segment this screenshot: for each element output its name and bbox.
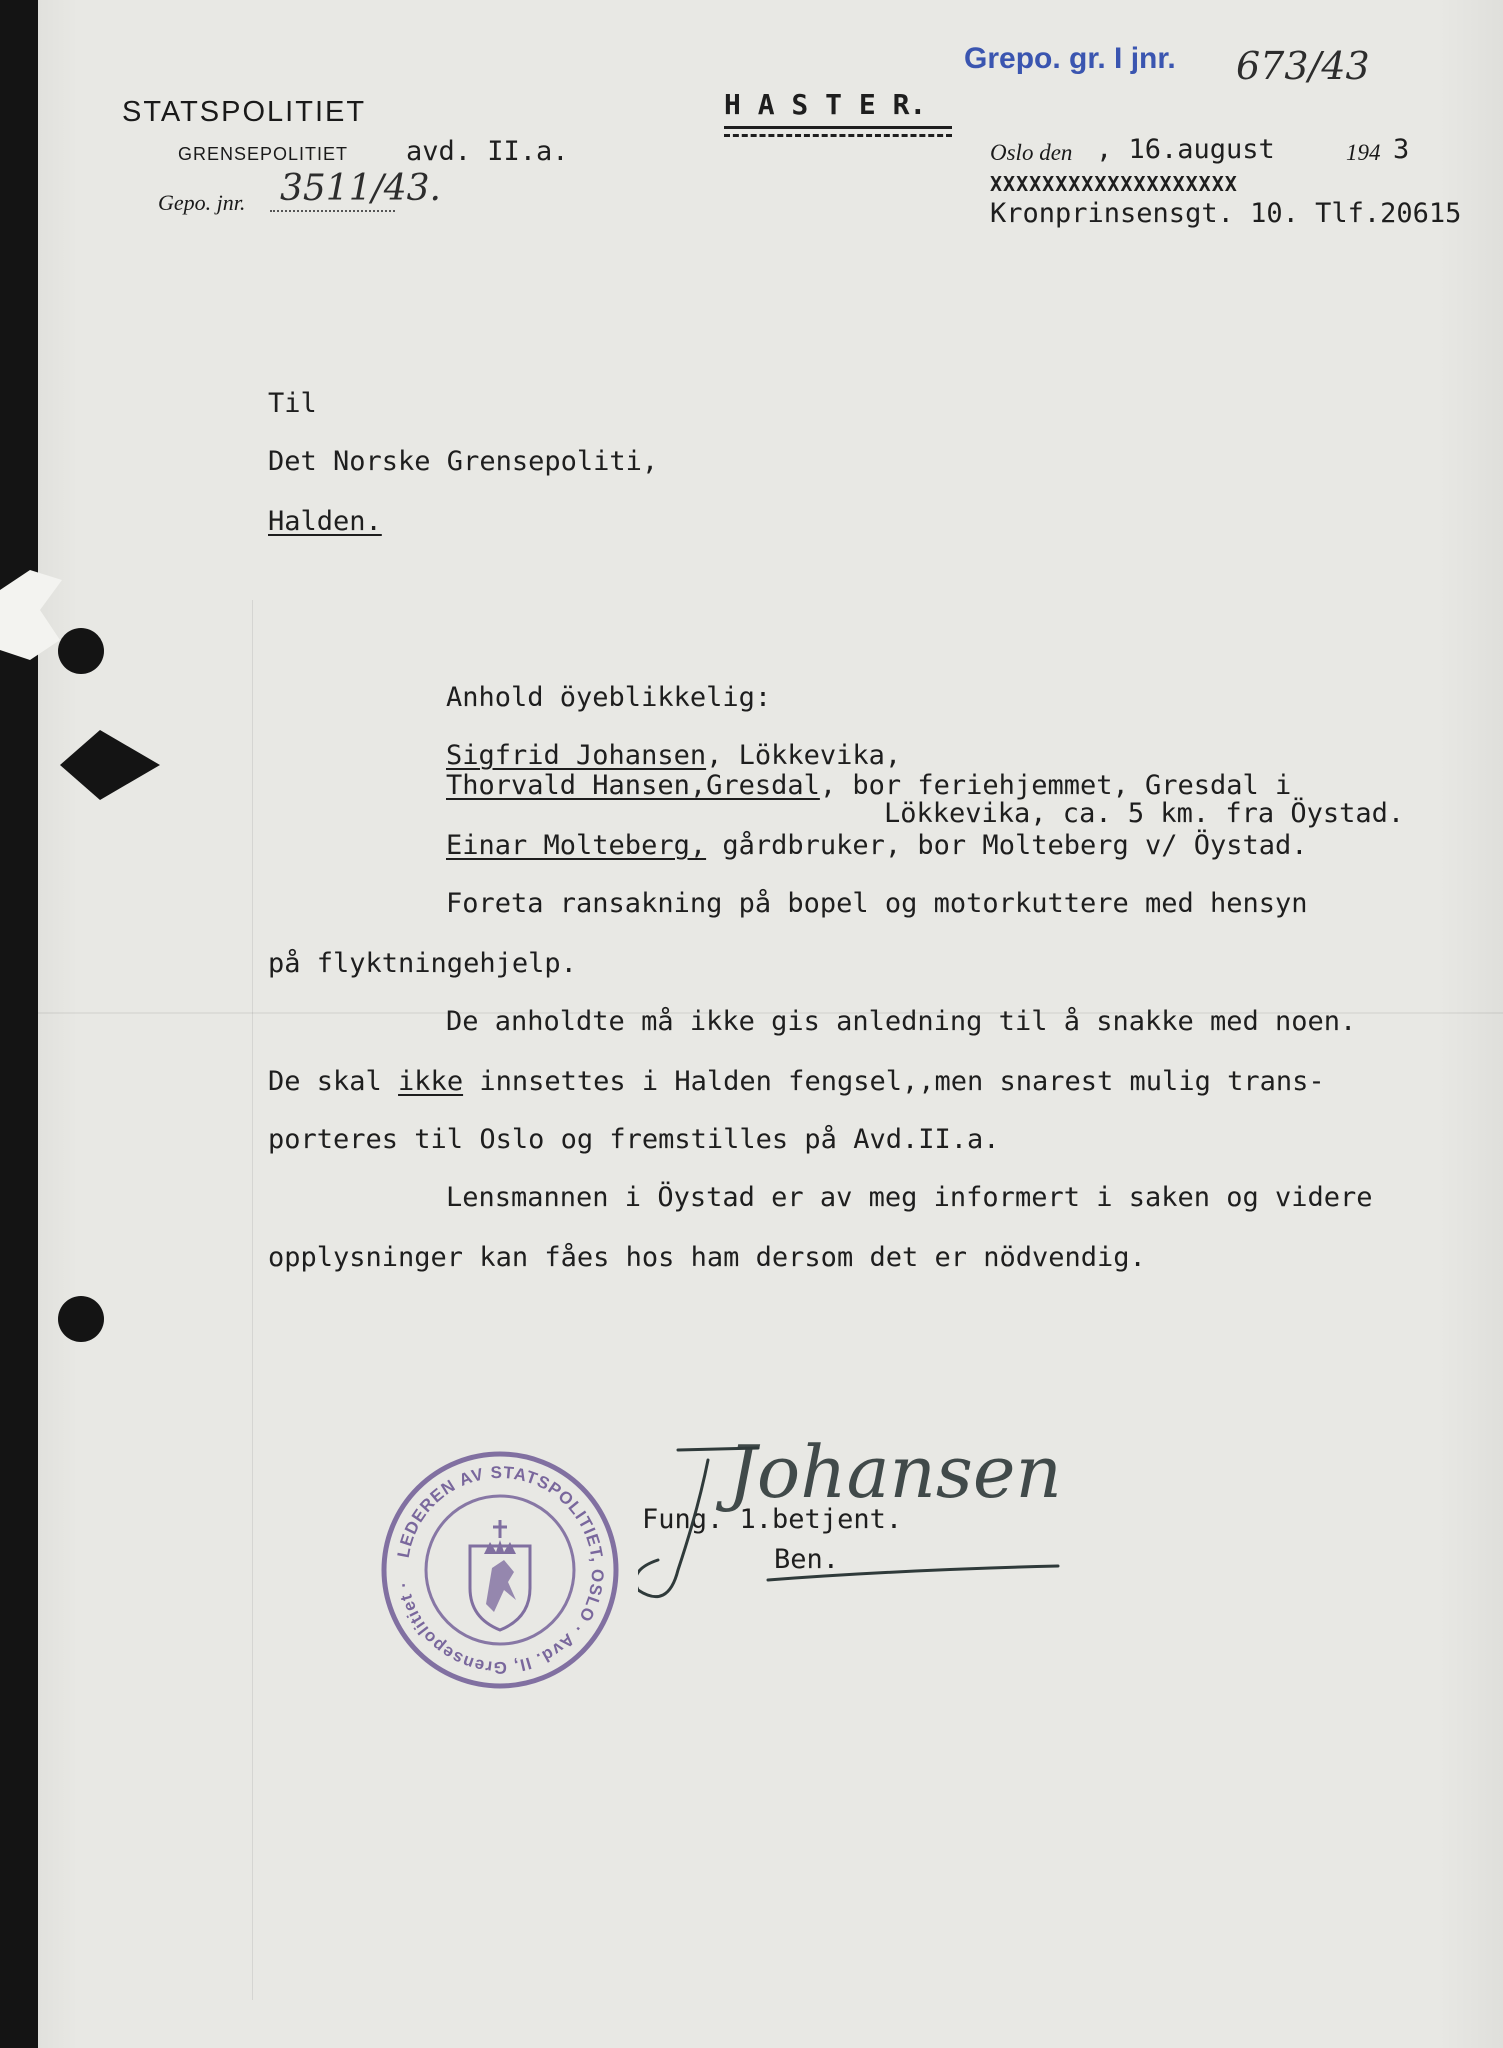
person-3-name: Einar Molteberg,: [446, 830, 707, 861]
paragraph-3-line-2: opplysninger kan fåes hos ham dersom det er nödvendig.: [268, 1242, 1146, 1273]
urgent-underline-dashed: [724, 134, 952, 137]
recipient-name: Det Norske Grensepoliti,: [268, 446, 659, 477]
para-2-emphasis: ikke: [398, 1066, 464, 1097]
person-2-rest: , bor feriehjemmet, Gresdal i: [819, 770, 1292, 801]
margin-crease: [252, 600, 253, 2000]
gepo-dotted-line: [270, 210, 395, 212]
gepo-label: Gepo. jnr.: [158, 190, 246, 215]
urgent-underline: [724, 126, 952, 129]
arrest-heading: Anhold öyeblikkelig:: [446, 682, 772, 713]
official-seal: [378, 1448, 622, 1692]
recipient-city: Halden.: [268, 506, 382, 537]
urgent-heading: H A S T E R.: [724, 88, 927, 121]
person-1-rest: , Lökkevika,: [706, 740, 902, 771]
person-3: [446, 830, 1308, 861]
person-2: [446, 770, 1291, 801]
signature-title: Fung. 1.betjent.: [642, 1504, 903, 1535]
paragraph-2-line-1: De anholdte må ikke gis anledning til å snakke med noen.: [446, 1006, 1357, 1037]
signature-suffix: Ben.: [774, 1544, 840, 1575]
seal-text: LEDEREN AV STATSPOLITIET, OSLO · Avd. II, Grensepolitiet ·: [393, 1462, 608, 1678]
paragraph-3-line-1: Lensmannen i Öystad er av meg informert i saken og videre: [446, 1182, 1373, 1213]
person-1-name: Sigfrid Johansen: [446, 740, 707, 771]
place-label: Oslo den: [990, 140, 1073, 165]
person-2-continued: Lökkevika, ca. 5 km. fra Öystad.: [884, 798, 1405, 829]
torn-fragment: [60, 730, 160, 800]
struck-line: XXXXXXXXXXXXXXXXXXX: [990, 172, 1238, 196]
date: , 16.august: [1096, 134, 1275, 165]
handwritten-signature: Johansen: [728, 1430, 1062, 1514]
year-prefix: 194: [1346, 140, 1381, 165]
shield-emblem-icon: [470, 1520, 530, 1630]
person-3-rest: gårdbruker, bor Molteberg v/ Öystad.: [706, 830, 1308, 861]
signature-strokes: [638, 1420, 1108, 1620]
paragraph-1-line-1: Foreta ransakning på bopel og motorkuttere med hensyn: [446, 888, 1308, 919]
division: avd. II.a.: [406, 136, 569, 167]
paragraph-2-line-3: porteres til Oslo og fremstilles på Avd.II.a.: [268, 1124, 1000, 1155]
letter-page: [38, 0, 1503, 2048]
letterhead-sub-org: GRENSEPOLITIET: [178, 144, 349, 164]
recipient-to: Til: [268, 388, 317, 419]
reference-stamp: Grepo. gr. I jnr.: [964, 42, 1176, 75]
paragraph-1-line-2: på flyktningehjelp.: [268, 948, 577, 979]
letterhead-org: STATSPOLITIET: [122, 96, 367, 128]
year-digit: 3: [1393, 134, 1410, 165]
para-2-text-b: innsettes i Halden fengsel,,men snarest mulig trans-: [463, 1066, 1325, 1097]
handwritten-reference: 673/43: [1236, 44, 1370, 88]
punch-hole-bottom: [58, 1296, 104, 1342]
address: Kronprinsensgt. 10. Tlf.20615: [990, 198, 1462, 229]
gepo-number: 3511/43.: [280, 168, 441, 209]
person-2-name: Thorvald Hansen,Gresdal: [446, 770, 820, 801]
para-2-text-a: De skal: [268, 1066, 399, 1097]
paragraph-2-line-2: [268, 1066, 1325, 1097]
person-1: [446, 740, 901, 771]
torn-edge: [0, 570, 90, 690]
